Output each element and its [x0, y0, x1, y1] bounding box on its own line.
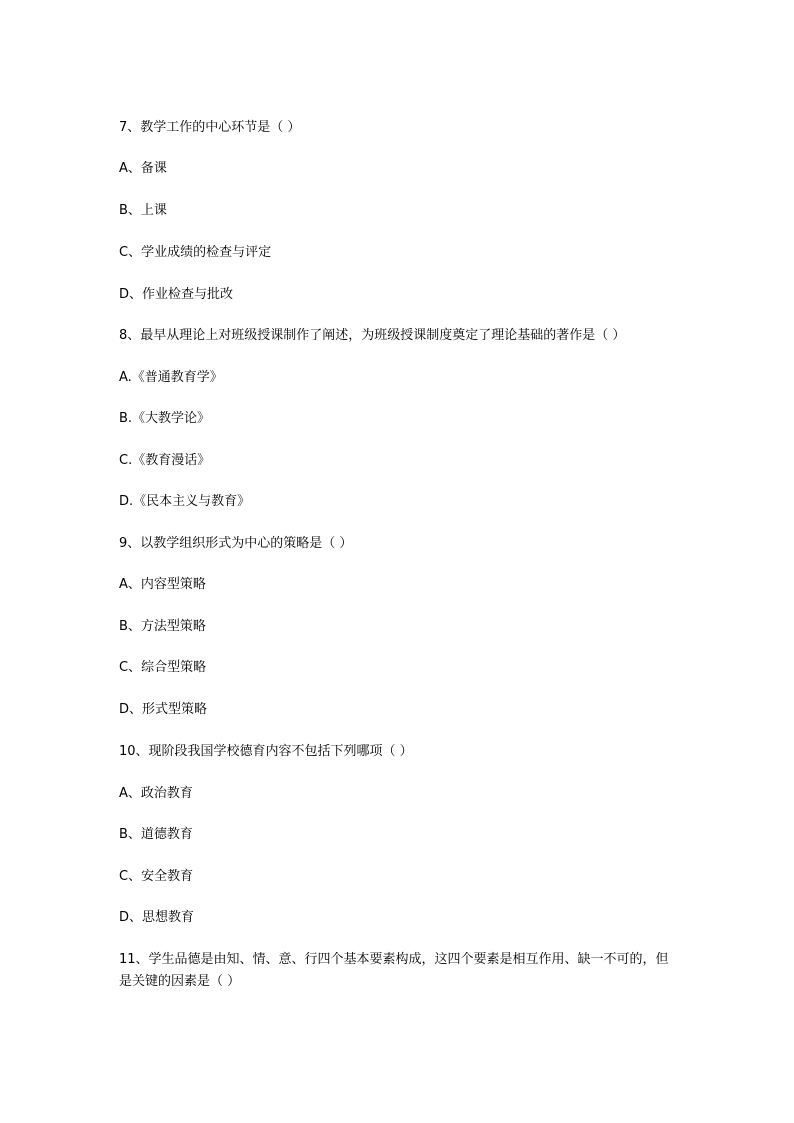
- question-9-option-c: C、综合型策略: [119, 660, 207, 675]
- question-8-option-b: B.《大教学论》: [119, 411, 211, 426]
- question-10-option-d: D、思想教育: [119, 910, 195, 925]
- question-10-stem: 10、现阶段我国学校德育内容不包括下列哪项（ ）: [119, 744, 413, 759]
- question-7-option-c: C、学业成绩的检查与评定: [119, 245, 272, 260]
- question-10-option-b: B、道德教育: [119, 827, 193, 842]
- question-8-option-c: C.《教育漫话》: [119, 453, 211, 468]
- question-7-option-a: A、备课: [119, 161, 167, 176]
- question-7-option-b: B、上课: [119, 203, 167, 218]
- question-9-stem: 9、以教学组织形式为中心的策略是（ ）: [119, 536, 353, 551]
- question-9-option-a: A、内容型策略: [119, 577, 206, 592]
- question-8-option-a: A.《普通教育学》: [119, 370, 223, 385]
- question-11-stem: 11、学生品德是由知、情、意、行四个基本要素构成，这四个要素是相互作用、缺一不可的，但是关键的因素是（ ）: [119, 952, 669, 989]
- question-7-option-d: D、作业检查与批改: [119, 287, 234, 302]
- question-10-option-c: C、安全教育: [119, 869, 194, 884]
- question-9-option-d: D、形式型策略: [119, 702, 208, 717]
- question-9-option-b: B、方法型策略: [119, 619, 206, 634]
- question-8-stem: 8、最早从理论上对班级授课制作了阐述，为班级授课制度奠定了理论基础的著作是（ ）: [119, 328, 626, 343]
- question-7-stem: 7、教学工作的中心环节是（ ）: [119, 120, 301, 135]
- question-8-option-d: D.《民本主义与教育》: [119, 494, 251, 509]
- question-10-option-a: A、政治教育: [119, 786, 193, 801]
